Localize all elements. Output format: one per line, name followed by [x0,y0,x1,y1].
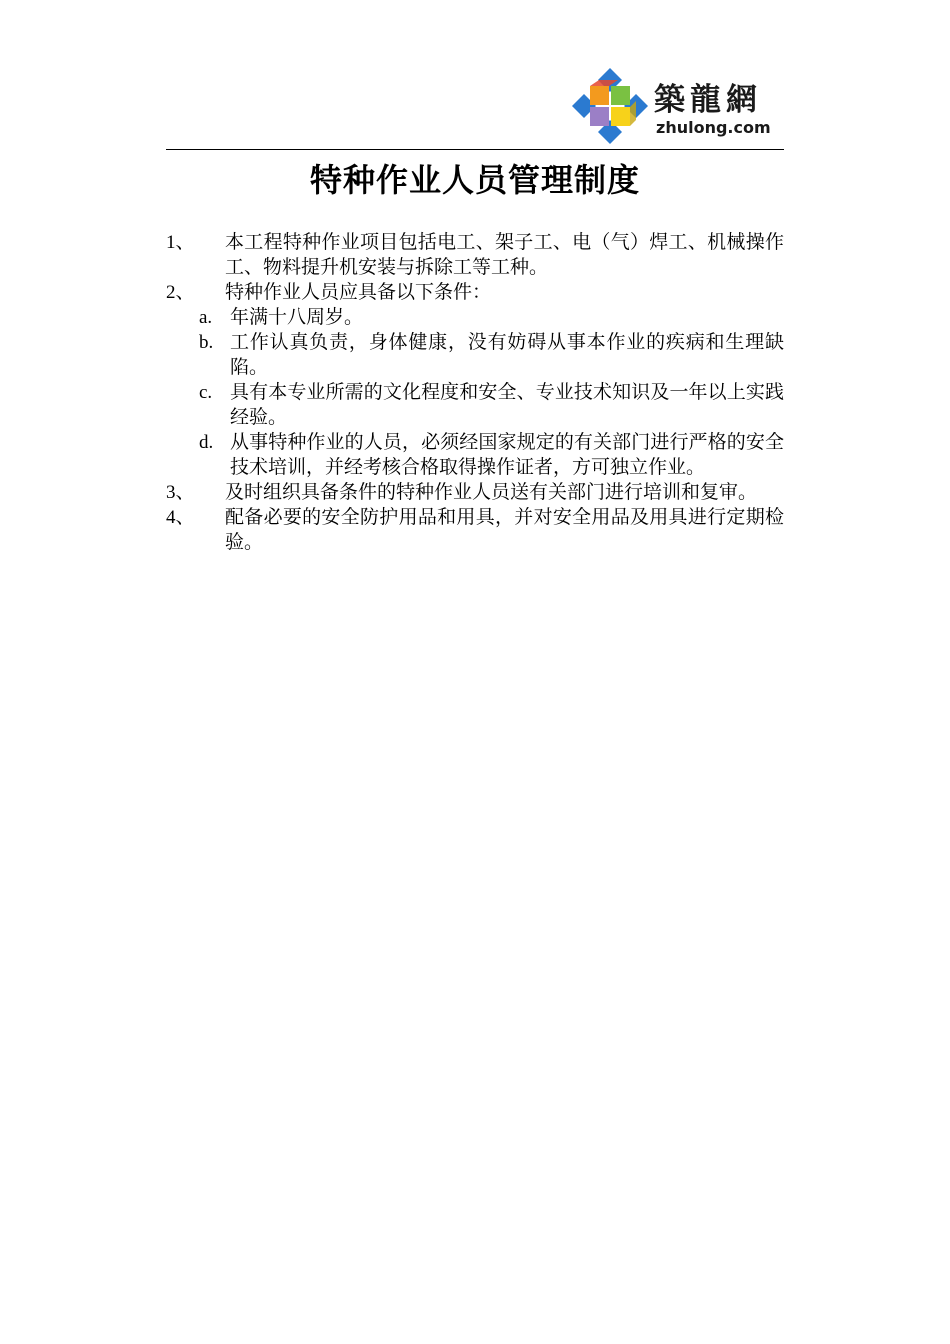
header-divider [166,149,784,150]
item-text: 及时组织具备条件的特种作业人员送有关部门进行培训和复审。 [225,481,758,503]
item-text: 本工程特种作业项目包括电工、架子工、电（气）焊工、机械操作工、物料提升机安装与拆除工等工种。 [225,231,784,278]
sub-item-text: 工作认真负责，身体健康，没有妨碍从事本作业的疾病和生理缺陷。 [230,331,784,378]
logo-chinese-text: 築龍網 [654,82,762,118]
item-number: 4、 [166,507,195,528]
sub-list-item [166,380,784,430]
document-body [166,230,784,555]
list-item [166,505,784,555]
sub-item-text: 从事特种作业的人员，必须经国家规定的有关部门进行严格的安全技术培训，并经考核合格取得操作证者，方可独立作业。 [230,431,784,478]
sub-item-letter: a. [199,307,213,328]
item-number: 1、 [166,232,195,253]
list-item [166,280,784,305]
diamond-cube-logo-icon [570,66,650,146]
sub-list-item [166,430,784,480]
item-text: 特种作业人员应具备以下条件： [225,281,492,303]
sub-item-letter: c. [199,382,213,403]
zhulong-logo [570,66,785,146]
sub-item-letter: d. [199,432,214,453]
sub-item-text: 具有本专业所需的文化程度和安全、专业技术知识及一年以上实践经验。 [230,381,784,428]
sub-list-item [166,305,784,330]
list-item [166,230,784,280]
item-number: 2、 [166,282,195,303]
list-item [166,480,784,505]
sub-item-text: 年满十八周岁。 [230,306,364,328]
item-text: 配备必要的安全防护用品和用具，并对安全用品及用具进行定期检验。 [225,506,784,553]
item-number: 3、 [166,482,195,503]
page-header [0,0,950,152]
logo-english-text: zhulong.com [656,118,771,137]
document-title: 特种作业人员管理制度 [309,161,640,199]
sub-list-item [166,330,784,380]
sub-item-letter: b. [199,332,214,353]
